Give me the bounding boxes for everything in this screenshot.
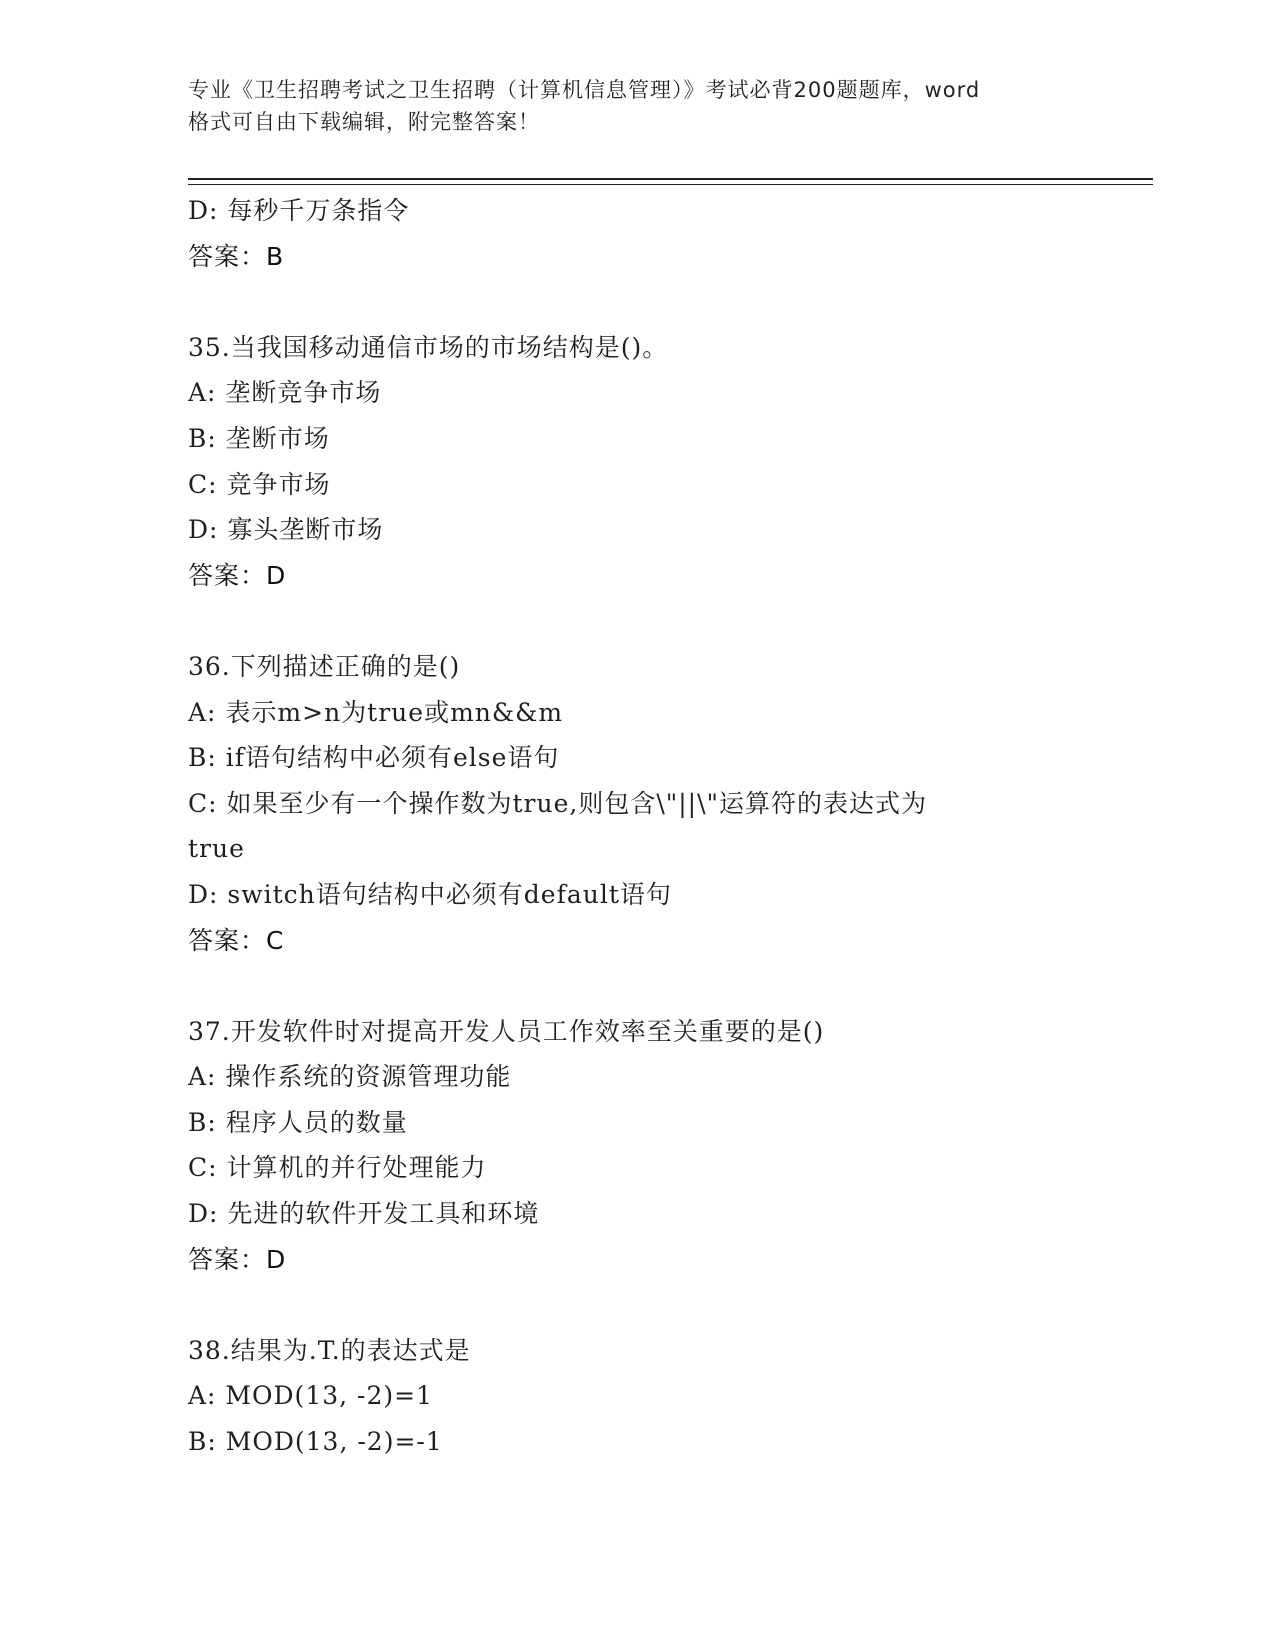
option-a: A: 表示m>n为true或mn&&m [188,697,564,727]
option-b: B: if语句结构中必须有else语句 [188,743,560,773]
option-d: D: switch语句结构中必须有default语句 [188,879,672,909]
option-a: A: 垄断竞争市场 [188,378,382,408]
option-d: D: 先进的软件开发工具和环境 [188,1199,540,1229]
option-b: B: MOD(13, -2)=-1 [188,1427,443,1457]
question-title: 35.当我国移动通信市场的市场结构是()。 [188,332,669,362]
spacer [188,1282,1128,1328]
option-a: A: 操作系统的资源管理功能 [188,1062,512,1092]
answer-line: 答案：B [188,241,285,271]
option-c: C: 计算机的并行处理能力 [188,1153,487,1183]
question-block [188,325,1128,599]
option-c-continued: true [188,834,245,864]
answer-line: 答案：C [188,925,285,955]
document-header [188,74,1088,138]
option-b: B: 垄断市场 [188,423,330,453]
header-rule-thin [188,184,1153,185]
header-rule-thick [188,178,1153,180]
question-block [188,1009,1128,1283]
question-title: 36.下列描述正确的是() [188,651,461,681]
option-b: B: 程序人员的数量 [188,1107,408,1137]
answer-line: 答案：D [188,560,287,590]
question-block [188,188,1128,279]
option-d: D: 寡头垄断市场 [188,515,384,545]
option-c: C: 竞争市场 [188,469,331,499]
question-title: 38.结果为.T.的表达式是 [188,1335,471,1365]
question-block [188,644,1128,963]
header-line-1: 专业《卫生招聘考试之卫生招聘（计算机信息管理）》考试必背200题题库，word [188,78,981,102]
option-a: A: MOD(13, -2)=1 [188,1381,433,1411]
spacer [188,963,1128,1009]
question-list [188,188,1128,1465]
question-block [188,1328,1128,1465]
option-d: D: 每秒千万条指令 [188,196,410,225]
header-line-2: 格式可自由下载编辑，附完整答案！ [188,110,540,134]
spacer [188,279,1128,325]
question-title: 37.开发软件时对提高开发人员工作效率至关重要的是() [188,1016,825,1046]
answer-line: 答案：D [188,1244,287,1274]
spacer [188,598,1128,644]
option-c: C: 如果至少有一个操作数为true,则包含\"||\"运算符的表达式为 [188,788,928,818]
